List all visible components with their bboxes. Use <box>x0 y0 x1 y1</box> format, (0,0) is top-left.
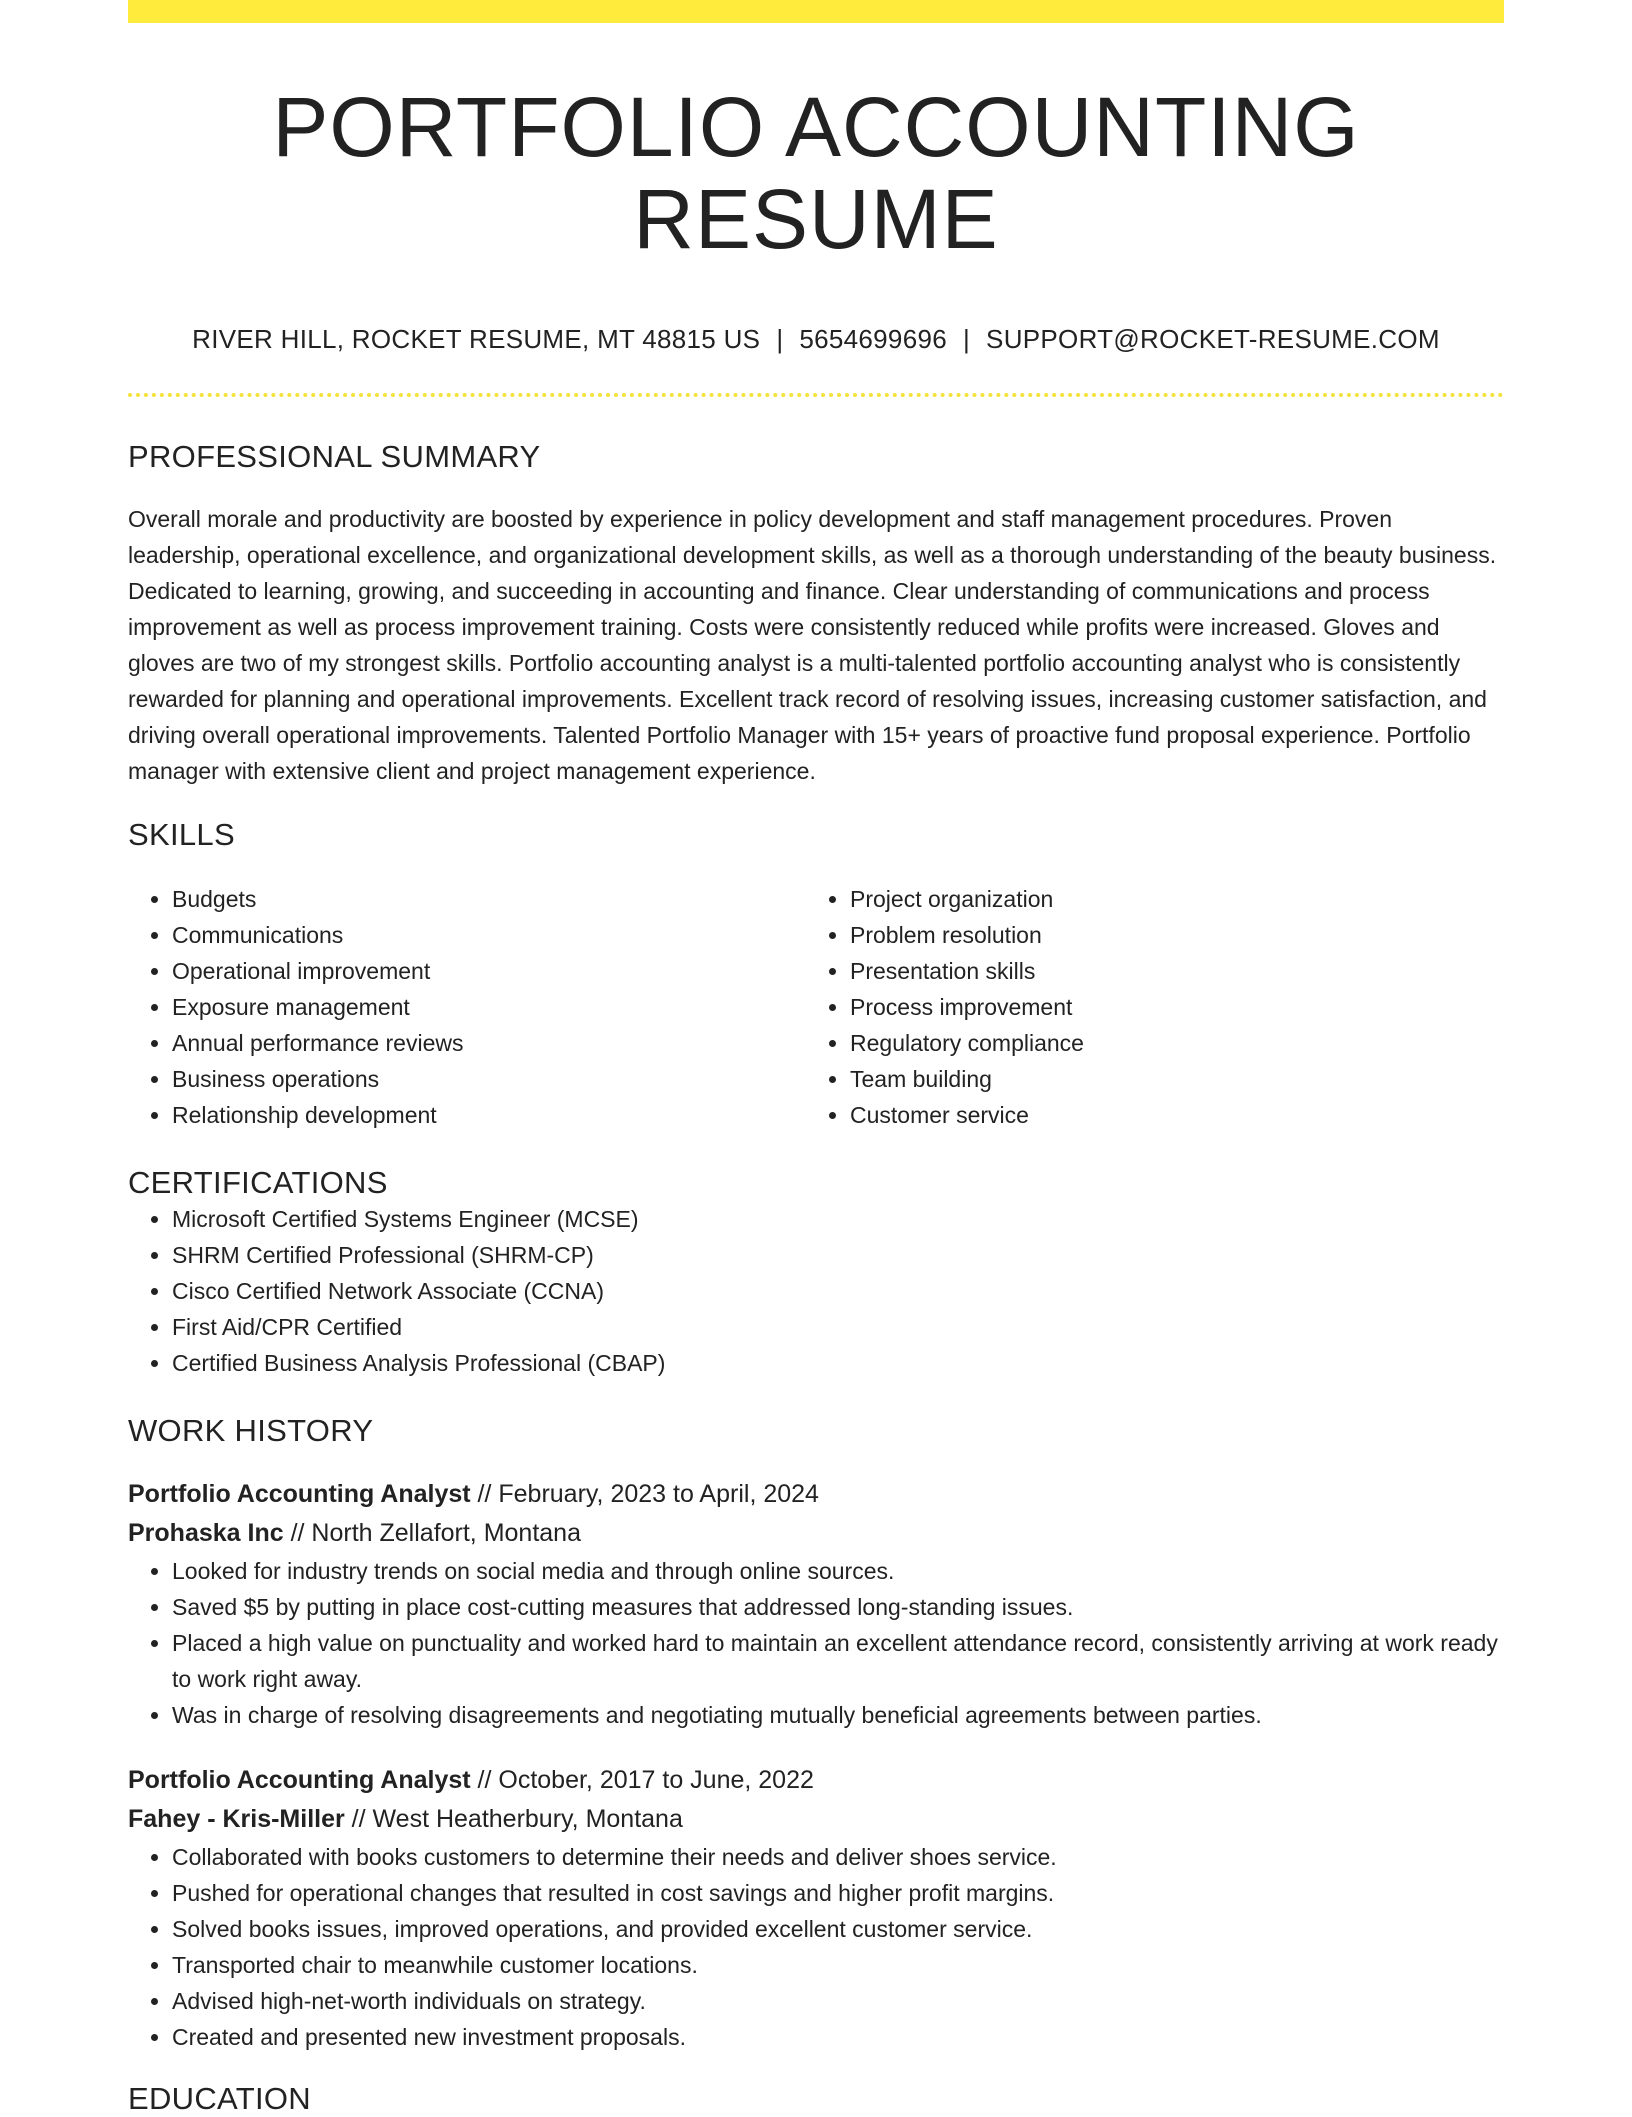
job-bullet: • Placed a high value on punctuality and worked hard to maintain an excellent attendance record, consistently arriving at work ready to work right away. <box>172 1625 1504 1697</box>
certification-item: • First Aid/CPR Certified <box>172 1309 1504 1345</box>
contact-phone: 5654699696 <box>799 323 947 354</box>
accent-bar <box>128 0 1504 23</box>
skill-item: • Presentation skills <box>850 953 1504 989</box>
skill-item: • Operational improvement <box>172 953 806 989</box>
job-bullet: • Created and presented new investment proposals. <box>172 2019 1504 2055</box>
job-company-line <box>128 1800 1504 1839</box>
skill-item: • Customer service <box>850 1097 1504 1133</box>
dotted-divider <box>128 393 1504 397</box>
summary-text: Overall morale and productivity are boosted by experience in policy development and staff management procedures. Proven leadership, operational excellence, and organizational development skills, as well as a thorough understanding of the beauty business. Dedicated to learning, growing, and succeeding in accounting and finance. Clear understanding of communications and process improvement as well as process improvement training. Costs were consistently reduced while profits were increased. Gloves and gloves are two of my strongest skills. Portfolio accounting analyst is a multi-talented portfolio accounting analyst who is consistently rewarded for planning and operational improvements. Excellent track record of resolving issues, increasing customer satisfaction, and driving overall operational improvements. Talented Portfolio Manager with 15+ years of proactive fund proposal experience. Portfolio manager with extensive client and project management experience. <box>128 505 1497 784</box>
contact-separator: | <box>776 323 784 354</box>
job-location: // North Zellafort, Montana <box>283 1518 581 1547</box>
skill-item: • Annual performance reviews <box>172 1025 806 1061</box>
job-role-line <box>128 1761 1504 1800</box>
job-company: Fahey - Kris-Miller <box>128 1804 345 1833</box>
job-bullets <box>128 1553 1504 1733</box>
certification-item: • SHRM Certified Professional (SHRM-CP) <box>172 1237 1504 1273</box>
job-bullet: • Collaborated with books customers to determine their needs and deliver shoes service. <box>172 1839 1504 1875</box>
certification-item: • Microsoft Certified Systems Engineer (MCSE) <box>172 1201 1504 1237</box>
contact-email: SUPPORT@ROCKET-RESUME.COM <box>986 323 1440 354</box>
certification-item: • Cisco Certified Network Associate (CCNA) <box>172 1273 1504 1309</box>
certifications-list <box>128 1201 1504 1381</box>
summary-heading: PROFESSIONAL SUMMARY <box>128 438 541 474</box>
skill-item: • Budgets <box>172 881 806 917</box>
job-bullet: • Solved books issues, improved operations, and provided excellent customer service. <box>172 1911 1504 1947</box>
education-heading: EDUCATION <box>128 2080 311 2116</box>
certification-item: • Certified Business Analysis Professional (CBAP) <box>172 1345 1504 1381</box>
skill-item: • Relationship development <box>172 1097 806 1133</box>
skill-item: • Project organization <box>850 881 1504 917</box>
job-entry <box>128 1761 1504 2055</box>
resume-title: PORTFOLIO ACCOUNTING RESUME <box>272 80 1360 267</box>
skill-item: • Communications <box>172 917 806 953</box>
certifications-heading: CERTIFICATIONS <box>128 1164 388 1200</box>
skill-item: • Team building <box>850 1061 1504 1097</box>
skill-item: • Process improvement <box>850 989 1504 1025</box>
skill-item: • Regulatory compliance <box>850 1025 1504 1061</box>
job-bullet: • Transported chair to meanwhile customer locations. <box>172 1947 1504 1983</box>
job-company-line <box>128 1514 1504 1553</box>
job-bullet: • Looked for industry trends on social media and through online sources. <box>172 1553 1504 1589</box>
job-dates: // February, 2023 to April, 2024 <box>470 1479 819 1508</box>
skill-item: • Problem resolution <box>850 917 1504 953</box>
job-company: Prohaska Inc <box>128 1518 284 1547</box>
skill-item: • Exposure management <box>172 989 806 1025</box>
job-bullet: • Saved $5 by putting in place cost-cutting measures that addressed long-standing issues. <box>172 1589 1504 1625</box>
skills-heading: SKILLS <box>128 816 235 852</box>
job-role: Portfolio Accounting Analyst <box>128 1765 471 1794</box>
skills-list-left <box>128 881 806 1133</box>
contact-address: RIVER HILL, ROCKET RESUME, MT 48815 US <box>192 323 761 354</box>
contact-separator: | <box>962 323 971 354</box>
skills-grid <box>128 881 1504 1133</box>
work-history-heading: WORK HISTORY <box>128 1412 374 1448</box>
job-bullets <box>128 1839 1504 2055</box>
job-bullet: • Pushed for operational changes that resulted in cost savings and higher profit margins. <box>172 1875 1504 1911</box>
skill-item: • Business operations <box>172 1061 806 1097</box>
job-bullet: • Was in charge of resolving disagreements and negotiating mutually beneficial agreements between parties. <box>172 1697 1504 1733</box>
resume-page <box>128 0 1504 2117</box>
job-dates: // October, 2017 to June, 2022 <box>470 1765 814 1794</box>
job-role: Portfolio Accounting Analyst <box>128 1479 471 1508</box>
job-bullet: • Advised high-net-worth individuals on strategy. <box>172 1983 1504 2019</box>
job-role-line <box>128 1475 1504 1514</box>
skills-list-right <box>806 881 1504 1133</box>
job-entry <box>128 1475 1504 1733</box>
job-location: // West Heatherbury, Montana <box>344 1804 683 1833</box>
contact-line <box>128 324 1504 355</box>
